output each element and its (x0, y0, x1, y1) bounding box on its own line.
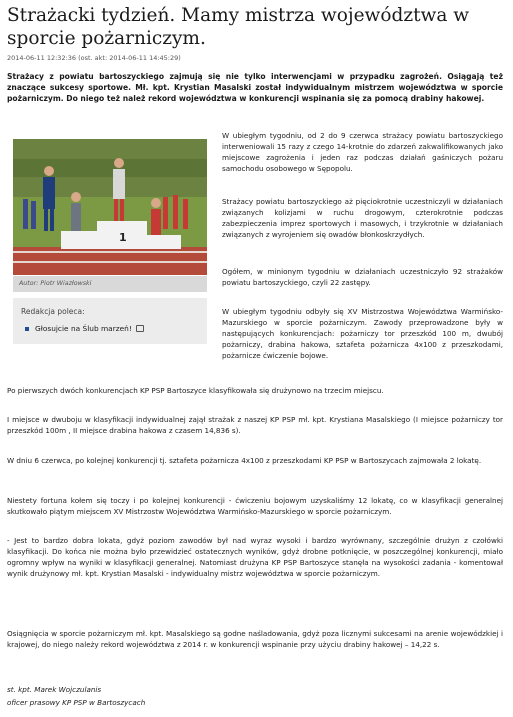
related-box (13, 298, 207, 344)
paragraph: Osiągnięcia w sporcie pożarniczym mł. kpt. Masalskiego są godne naśladowania, gdyż poza licznymi sukcesami na arenie wojewódzkiej i krajowej, do niego należy rekord województwa z 2014 r. w konkurencji wspinanie przy użyciu drabiny hakowej – 14,22 s. (7, 629, 503, 649)
article-dates: 2014-06-11 12:32:36 (ost. akt: 2014-06-11 14:45:29) (7, 54, 181, 62)
paragraph: Strażacy powiatu bartoszyckiego aż pięciokrotnie uczestniczyli w działaniach związanych kolizjami w ruchu drogowym, czterokrotnie podczas zabezpieczenia imprez sportowych i masowych, i trzykrotnie w działaniach związanych z wyrojeniem się owadów błonkoskrzydłych. (222, 197, 503, 239)
article-title: Strażacki tydzień. Mamy mistrza województwa w sporcie pożarniczym. (7, 5, 470, 49)
paragraph: W ubiegłym tygodniu, od 2 do 9 czerwca strażacy powiatu bartoszyckiego interweniowali 15 razy z czego 14-krotnie do zdarzeń zakwalifikowanych jako miejscowe zagrożenia i jeden raz podczas działań gaśniczych pożaru samochodu osobowego w Sępopolu. (222, 131, 503, 173)
paragraph: Ogółem, w minionym tygodniu w działaniach uczestniczyło 92 strażaków powiatu bartoszyckiego, czyli 22 zastępy. (222, 267, 503, 287)
podium-number: 1 (119, 231, 127, 244)
paragraph: Po pierwszych dwóch konkurencjach KP PSP Bartoszyce klasyfikowała się drużynowo na trzecim miejscu. (7, 386, 384, 395)
related-link[interactable] (21, 324, 199, 333)
bullet-icon (25, 327, 29, 331)
paragraph: W ubiegłym tygodniu odbyły się XV Mistrzostwa Województwa Warmińsko-Mazurskiego w sporcie pożarniczym. Zawody przeprowadzone były w następujących konkurencjach: pożarniczy tor przeszkód 100 m, dwubój pożarniczy, drabina hakowa, sztafeta pożarnicza 4x100 z przeszkodami, pożarnicze ćwiczenie bojowe. (222, 307, 503, 360)
photo-caption: Autor: Piotr Wiazłowski (13, 276, 207, 292)
article-lead: Strażacy z powiatu bartoszyckiego zajmują się nie tylko interwencjami w przypadku zagrożeń. Osiągają też znaczące sukcesy sportowe. Mł. kpt. Krystian Masalski został indywidualnym mistrzem województwa w sporcie pożarniczym. Do niego też należ rekord województwa w konkurencji wspinania się za pomocą drabiny hakowej. (7, 72, 503, 103)
podium-photo-image (13, 139, 207, 275)
related-link-text[interactable]: Głosujcie na Ślub marzeń! (35, 324, 132, 333)
related-label: Redakcja poleca: (21, 307, 85, 316)
paragraph: Niestety fortuna kołem się toczy i po kolejnej konkurencji - ćwiczeniu bojowym uzyskaliśmy 12 lokatę, co w klasyfikacji generalnej skutkowało piątym miejscem XV Mistrzostw Województwa Warmińsko-Mazurskiego w sporcie pożarniczym. (7, 496, 503, 516)
paragraph: I miejsce w dwuboju w klasyfikacji indywidualnej zajął strażak z naszej KP PSP mł. kpt. Krystiana Masalskiego (I miejsce pożarniczy tor przeszkód 100m , II miejsce drabina hakowa z czasem 14,836 s). (7, 415, 503, 435)
signature-name: st. kpt. Marek Wojczulanis (7, 685, 102, 694)
paragraph: - Jest to bardzo dobra lokata, gdyż poziom zawodów był nad wyraz wysoki i bardzo wyrównany, szczególnie drużyn z czołówki klasyfikacji. Do końca nie można było przewidzieć ostatecznych wyników, gdyż drobne potknięcie, w poszczególnej konkurencji, miało ogromny wpływ na wyniki w klasyfikacji generalnej. Natomiast drużyna KP PSP Bartoszyce stanęła na wysokości zadania - komentował wynik drużynowy mł. kpt. Krystian Masalski - indywidualny mistrz województwa w sporcie pożarniczym. (7, 536, 503, 578)
gallery-icon (136, 325, 144, 332)
paragraph: W dniu 6 czerwca, po kolejnej konkurencji tj. sztafeta pożarnicza 4x100 z przeszkodami KP PSP w Bartoszycach zajmowała 2 lokatę. (7, 456, 482, 465)
signature-role: oficer prasowy KP PSP w Bartoszycach (7, 698, 146, 707)
article-photo[interactable] (13, 139, 207, 275)
